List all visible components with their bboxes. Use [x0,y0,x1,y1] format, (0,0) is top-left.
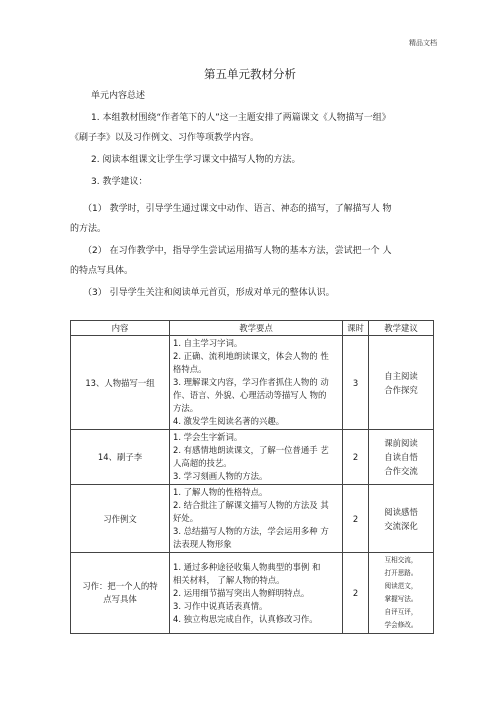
row-key-points [170,430,343,485]
row-hours: 2 [343,430,369,485]
suggestion-1-line-2: 的方法。 [70,224,107,234]
advice-line: 合作探究 [384,384,418,395]
row-key-points [170,553,343,634]
advice-line: 掌握写法。 [384,595,418,603]
key-point-line: 4. 独立构思完成自作，认真修改习作。 [173,613,318,624]
row-content: 14、刷子李 [71,430,170,485]
table-row [71,485,434,553]
advice-line: 学会修改。 [384,621,418,629]
summary-item-1-line-1: 1. 本组教材围绕“作者笔下的人”这一主题安排了两篇课文《人物描写一组》 [91,113,391,123]
suggestion-2-line-1: （2） 在习作教学中，指导学生尝试运用描写人物的基本方法，尝试把一个 人 [83,246,392,256]
key-point-line: 3. 总结描写人物的方法，学会运用多种 方 [173,526,329,536]
advice-line: 阅读范文， [384,582,418,590]
summary-item-3: 3. 教学建议： [91,177,148,187]
row-content [71,553,170,634]
advice-line: 打开思路。 [384,569,418,577]
summary-item-2: 2. 阅读本组课文让学生学习课文中描写人物的方法。 [91,155,301,165]
key-point-line: 3. 理解课文内容，学习作者抓住人物的 动 [173,377,329,387]
suggestion-3: （3） 引导学生关注和阅读单元首页，形成对单元的整体认识。 [83,288,335,298]
table-row [71,336,434,430]
suggestion-1-line-1: （1） 教学时，引导学生通过课文中动作、语言、神态的描写，了解描写人 物 [83,204,392,214]
teaching-plan-table [70,320,434,634]
key-point-line: 2. 结合批注了解课文描写人物的方法及 其 [173,500,329,510]
key-point-line: 2. 运用细节描写突出人物鲜明特点。 [173,587,310,598]
advice-line: 自读自悟 [384,452,418,462]
header-key-points: 教学要点 [170,321,343,336]
key-point-line: 4. 激发学生阅读名著的兴趣。 [173,416,285,426]
key-point-line: 好处。 [173,513,199,523]
advice-line: 互相交流， [384,556,418,564]
header-advice: 教学建议 [369,321,434,336]
key-point-line: 2. 正确、流利地朗读课文，体会人物的 性 [173,351,329,361]
row-advice [369,485,434,553]
key-point-line: 人高超的技艺。 [173,458,232,468]
key-point-line: 1. 了解人物的性格特点。 [173,487,268,497]
key-point-line: 方法。 [173,403,199,413]
advice-line: 交流深化 [384,520,418,531]
table-header-row [71,321,434,336]
row-key-points [170,336,343,430]
key-point-line: 1. 通过多种途径收集人物典型的事例 和 [173,561,321,572]
suggestion-2-line-2: 的特点写具体。 [70,266,134,276]
row-content: 13、人物描写一组 [71,336,170,430]
row-hours: 2 [343,485,369,553]
key-point-line: 法表现人物形象 [173,539,232,549]
header-mark: 精品文档 [409,39,437,47]
row-hours: 3 [343,336,369,430]
row-advice [369,336,434,430]
key-point-line: 2. 有感情地朗读课文，了解一位普通手 艺 [173,445,329,455]
key-point-line: 作、语言、外貌、心理活动等描写人 物的 [173,390,327,400]
row-hours: 2 [343,553,369,634]
key-point-line: 格特点。 [173,364,207,374]
advice-line: 课前阅读 [384,438,418,448]
key-point-line: 3. 学习刻画人物的方法。 [173,471,268,481]
row-advice [369,430,434,485]
content-line: 点写具体 [103,594,137,604]
key-point-line: 3. 习作中说真话表真情。 [173,600,268,611]
key-point-line: 相关材料， 了解人物的特点。 [173,574,285,585]
advice-line: 自主阅读 [384,370,418,381]
key-point-line: 1. 学会生字新词。 [173,432,243,442]
table-row [71,553,434,634]
summary-heading: 单元内容总述 [91,91,146,101]
key-point-line: 1. 自主学习字词。 [173,338,243,348]
advice-line: 合作交流 [384,466,418,476]
row-advice [369,553,434,634]
advice-line: 自评互评， [384,608,418,616]
page-title: 第五单元教材分析 [204,67,296,81]
header-content: 内容 [71,321,170,336]
header-hours: 课时 [343,321,369,336]
content-line: 习作：把一个人的特 [82,581,158,591]
table-row [71,430,434,485]
row-content: 习作例文 [71,485,170,553]
row-key-points [170,485,343,553]
summary-item-1-line-2: 《刷子李》以及习作例文、习作等项教学内容。 [70,133,260,143]
advice-line: 阅读感悟 [384,506,418,517]
